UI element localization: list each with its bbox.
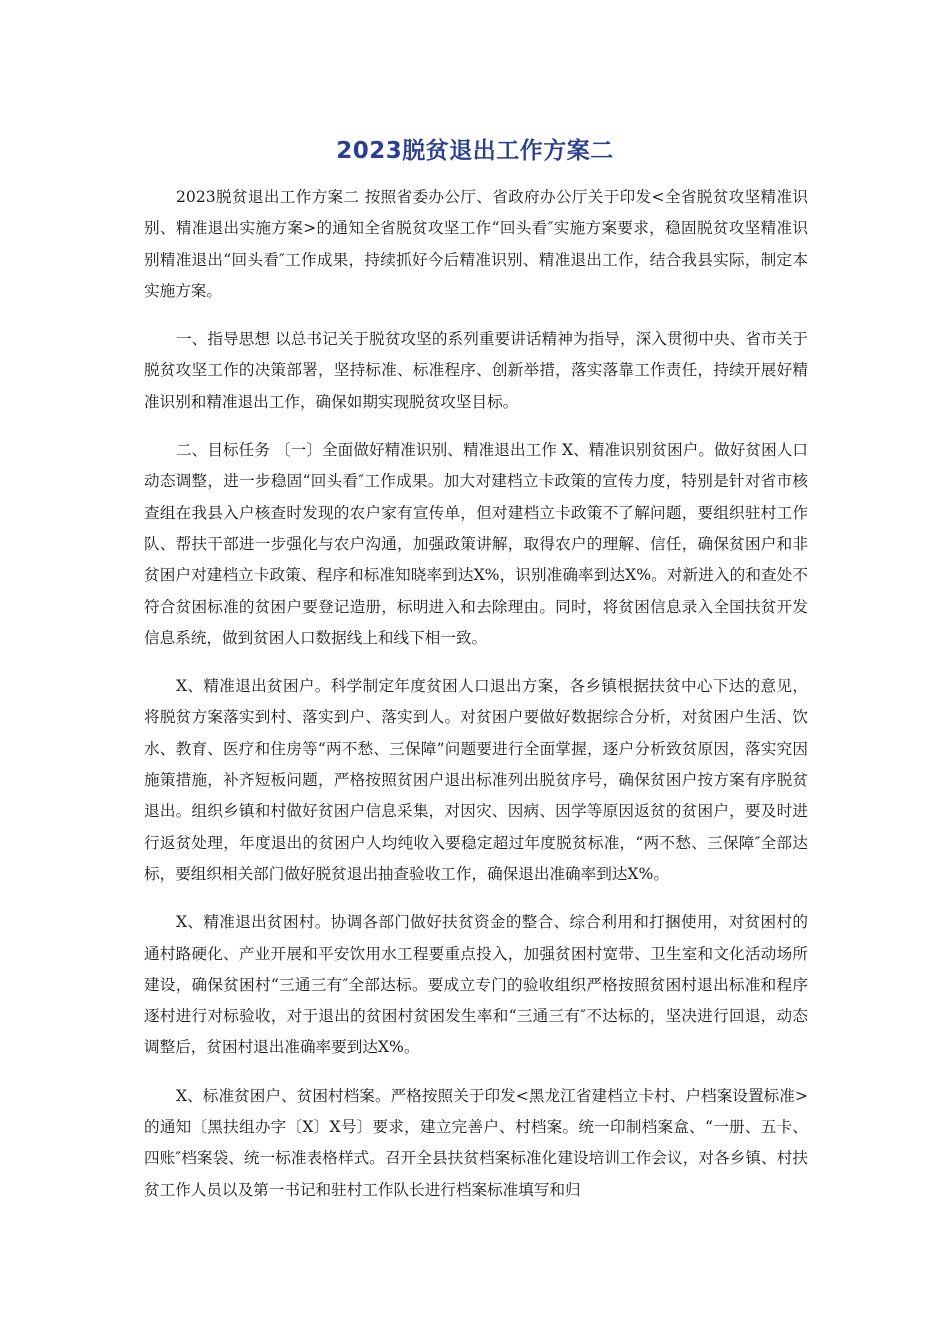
paragraph-target-tasks: 二、目标任务 〔一〕全面做好精准识别、精准退出工作 X、精准识别贫困户。做好贫困人口动态调整，进一步稳固“回头看″工作成果。加大对建档立卡政策的宣传力度，特别是针对省市核查组在我县入户核查时发现的农户家有宣传单，但对建档立卡政策不了解问题，要组织驻村工作队、帮扶干部进一步强化与农户沟通，加强政策讲解，取得农户的理解、信任，确保贫困户和非贫困户对建档立卡政策、程序和标准知晓率到达X%，识别准确率到达X%。对新进入的和查处不符合贫困标准的贫困户要登记造册，标明进入和去除理由。同时，将贫困信息录入全国扶贫开发信息系统，做到贫困人口数据线上和线下相一致。 <box>144 441 808 647</box>
document-title: 2023脱贫退出工作方案二 <box>336 138 614 164</box>
paragraph-poverty-village-exit: X、精准退出贫困村。协调各部门做好扶贫资金的整合、综合利用和打捆使用，对贫困村的通村路硬化、产业开展和平安饮用水工程要重点投入，加强贫困村宽带、卫生室和文化活动场所建设，确保贫困村“三通三有″全部达标。要成立专门的验收组织严格按照贫困村退出标准和程序逐村进行对标验收，对于退出的贫困村贫困发生率和“三通三有″不达标的，坚决进行回退，动态调整后，贫困村退出准确率要到达X%。 <box>144 913 808 1057</box>
paragraph-archive-standard: X、标准贫困户、贫困村档案。严格按照关于印发<黑龙江省建档立卡村、户档案设置标准>的通知〔黑扶组办字〔X〕X号〕要求，建立完善户、村档案。统一印制档案盒、“一册、五卡、四账″档案袋、统一标准表格样式。召开全县扶贫档案标准化建设培训工作会议，对各乡镇、村扶贫工作人员以及第一书记和驻村工作队长进行档案标准填写和归 <box>144 1086 808 1199</box>
paragraph-intro: 2023脱贫退出工作方案二 按照省委办公厅、省政府办公厅关于印发<全省脱贫攻坚精准识别、精准退出实施方案>的通知全省脱贫攻坚工作“回头看″实施方案要求，稳固脱贫攻坚精准识别精准退出“回头看″工作成果，持续抓好今后精准识别、精准退出工作，结合我县实际，制定本实施方案。 <box>144 188 808 300</box>
paragraph-guiding-ideology: 一、指导思想 以总书记关于脱贫攻坚的系列重要讲话精神为指导，深入贯彻中央、省市关于脱贫攻坚工作的决策部署，坚持标准、标准程序、创新举措，落实落靠工作责任，持续开展好精准识别和精准退出工作，确保如期实现脱贫攻坚目标。 <box>144 330 808 411</box>
paragraph-poverty-household-exit: X、精准退出贫困户。科学制定年度贫困人口退出方案，各乡镇根据扶贫中心下达的意见，将脱贫方案落实到村、落实到户、落实到人。对贫困户要做好数据综合分析，对贫困户生活、饮水、教育、医疗和住房等“两不愁、三保障”问题要进行全面掌握，逐户分析致贫原因，落实究因施策措施，补齐短板问题，严格按照贫困户退出标准列出脱贫序号，确保贫困户按方案有序脱贫退出。组织乡镇和村做好贫困户信息采集，对因灾、因病、因学等原因返贫的贫困户，要及时进行返贫处理，年度退出的贫困户人均纯收入要稳定超过年度脱贫标准，“两不愁、三保障″全部达标，要组织相关部门做好脱贫退出抽查验收工作，确保退出准确率到达X%。 <box>144 677 808 883</box>
document-body <box>144 182 808 1223</box>
